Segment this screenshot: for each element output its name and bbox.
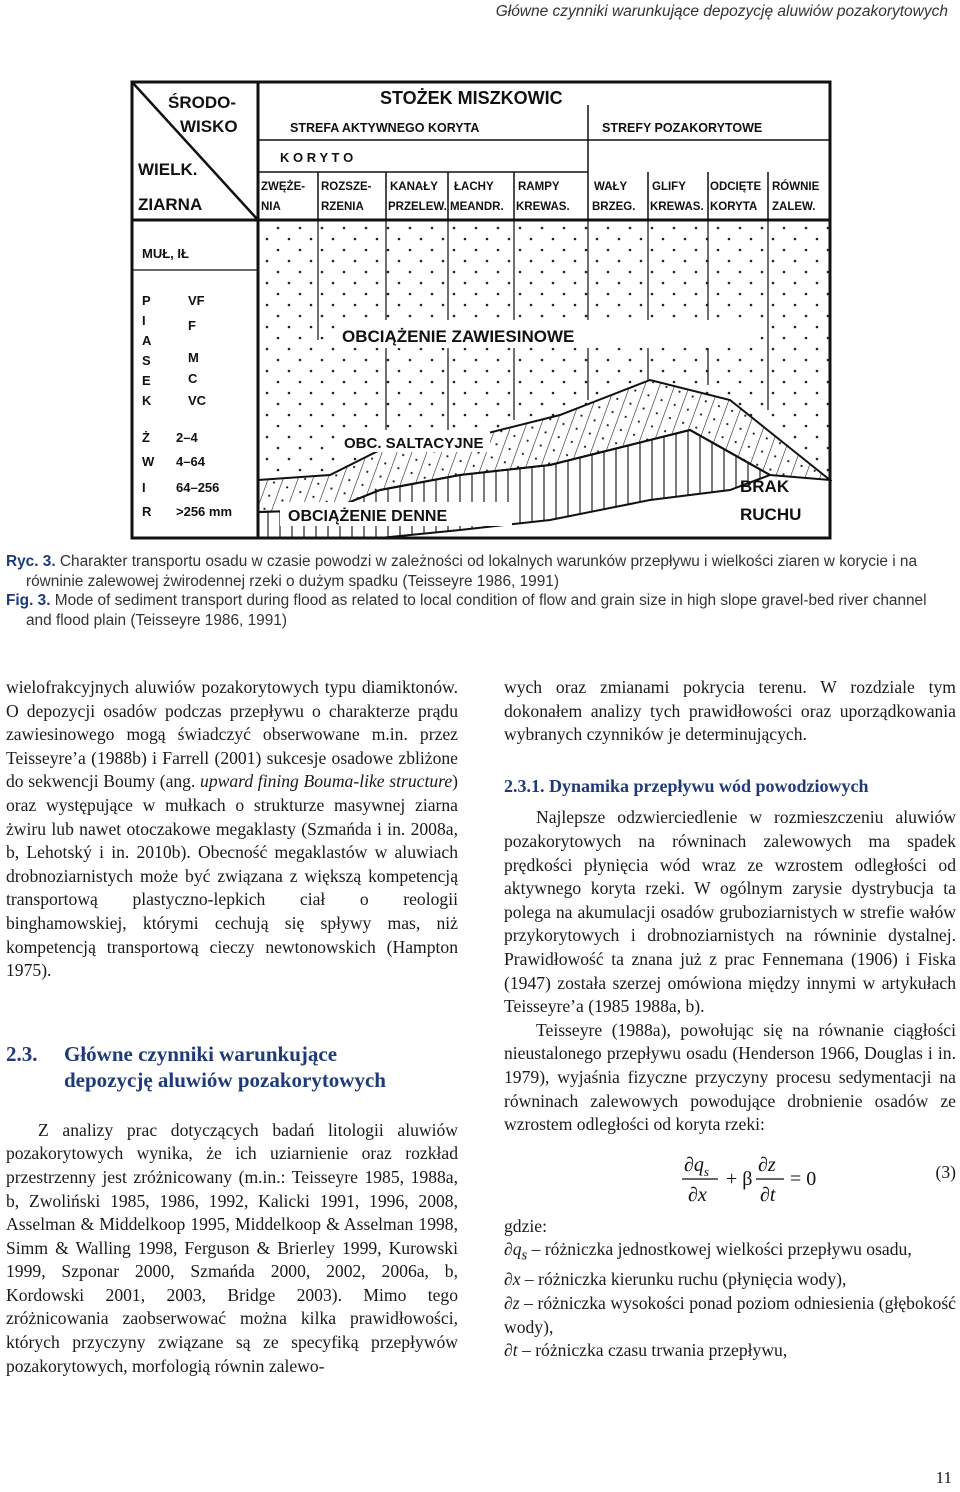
sand-letter-2: A bbox=[142, 333, 152, 348]
definitions-intro: gdzie: bbox=[504, 1215, 547, 1236]
caption-en-label: Fig. 3. bbox=[6, 592, 51, 609]
gravel-class-0: 2–4 bbox=[176, 430, 198, 445]
gravel-letter-3: R bbox=[142, 504, 152, 519]
page-number: 11 bbox=[935, 1468, 952, 1487]
equation-svg bbox=[504, 1147, 956, 1209]
sand-letter-5: K bbox=[142, 393, 152, 408]
col-bot-2: PRZELEW. bbox=[388, 201, 447, 213]
definition-z: ∂z – różniczka wysokości ponad poziom odniesienia (głębokość wody), bbox=[504, 1292, 956, 1337]
sand-letter-3: S bbox=[142, 353, 151, 368]
definition-x: ∂x – różniczka kierunku ruchu (płynięcia wody), bbox=[504, 1269, 847, 1290]
col-top-1: ROZSZE- bbox=[321, 181, 372, 193]
corner-label-environment: ŚRODO- bbox=[168, 93, 236, 112]
col-bot-8: ZALEW. bbox=[772, 201, 816, 213]
gravel-class-2: 64–256 bbox=[176, 480, 220, 495]
left-p1-italic: upward fining Bouma-like structure bbox=[200, 771, 453, 792]
diagram-svg bbox=[130, 80, 832, 540]
equation-number: (3) bbox=[935, 1161, 956, 1182]
eq-dz: ∂z bbox=[758, 1153, 776, 1176]
col-top-7: ODCIĘTE bbox=[710, 181, 762, 193]
col-top-2: KANAŁY bbox=[390, 181, 438, 193]
channel-label: K O R Y T O bbox=[280, 150, 354, 165]
sand-class-2: M bbox=[188, 350, 199, 365]
zone-active-channel: STREFA AKTYWNEGO KORYTA bbox=[290, 121, 480, 135]
sand-class-0: VF bbox=[188, 293, 205, 308]
caption-english bbox=[6, 591, 956, 630]
eq-dt: ∂t bbox=[760, 1183, 776, 1206]
definition-x-text: – różniczka kierunku ruchu (płynięcia wody), bbox=[524, 1269, 847, 1290]
diagram-title: STOŻEK MISZKOWIC bbox=[380, 88, 563, 108]
definition-t: ∂t – różniczka czasu trwania przepływu, bbox=[504, 1340, 788, 1361]
gravel-class-3: >256 mm bbox=[176, 504, 233, 519]
col-top-0: ZWĘŻE- bbox=[261, 181, 306, 193]
col-bot-4: KREWAS. bbox=[516, 201, 570, 213]
gravel-letter-2: I bbox=[142, 480, 146, 495]
label-saltation-load: OBC. SALTACYJNE bbox=[344, 435, 484, 452]
sand-class-4: VC bbox=[188, 393, 207, 408]
section-title bbox=[64, 1041, 458, 1093]
section-heading bbox=[6, 1041, 458, 1093]
caption-polish bbox=[6, 552, 956, 591]
sand-letter-4: E bbox=[142, 373, 151, 388]
running-header: Główne czynniki warunkujące depozycję aluwiów pozakorytowych bbox=[495, 3, 948, 20]
col-bot-5: BRZEG. bbox=[592, 201, 636, 213]
left-column bbox=[6, 676, 458, 1378]
left-paragraph-1 bbox=[6, 676, 458, 983]
gravel-letter-1: W bbox=[142, 454, 155, 469]
right-column bbox=[504, 676, 956, 1363]
label-bed-load: OBCIĄŻENIE DENNE bbox=[288, 508, 448, 525]
col-top-4: RAMPY bbox=[518, 181, 560, 193]
gravel-letter-0: Ż bbox=[142, 430, 150, 445]
eq-dqs: $\partial q_s$ bbox=[684, 1153, 709, 1179]
section-title-line-1: Główne czynniki warunkujące bbox=[64, 1041, 338, 1066]
label-no-motion-2: RUCHU bbox=[740, 505, 802, 524]
col-bot-7: KORYTA bbox=[710, 201, 758, 213]
col-bot-6: KREWAS. bbox=[650, 201, 704, 213]
col-bot-3: MEANDR. bbox=[450, 201, 504, 213]
sand-letter-1: I bbox=[142, 313, 146, 328]
eq-plus-beta: + β bbox=[726, 1167, 753, 1190]
right-paragraph-3: Teisseyre (1988a), powołując się na równanie ciągłości nieustalonego przepływu osadu (Henderson 1966, Douglas i in. 1979), wyjaśnia fizyczne przyczyny procesu sedymentacji na równinach zalewowych powodujące drobnienie osadów ze wzrostem odległości od koryta rzeki: bbox=[504, 1019, 956, 1135]
figure-sediment-transport-diagram bbox=[130, 80, 832, 540]
caption-pl-label: Ryc. 3. bbox=[6, 553, 56, 570]
left-p1-text: wielofrakcyjnych aluwiów pozakorytowych typu diamiktonów. O depozycji osadów podczas przepływu o charakterze prądu zawiesinowego mogą świadczyć obserwowane m.in. przez Teisseyre’a (1988b) i Farrell (2001) sukcesje osadowe zbliżone do sekwencji Boumy (ang. bbox=[6, 677, 458, 792]
section-title-line-2: depozycję aluwiów pozakorytowych bbox=[64, 1067, 386, 1092]
sand-class-3: C bbox=[188, 371, 198, 386]
gravel-class-1: 4–64 bbox=[176, 454, 205, 469]
caption-pl-text: Charakter transportu osadu w czasie powodzi w zależności od lokalnych warunków przepływu i wielkości ziaren w korycie i na równinie zalewowej żwirodennej rzeki o dużym spadku (Teisseyre 1986, 1991) bbox=[26, 553, 918, 590]
label-suspended-load: OBCIĄŻENIE ZAWIESINOWE bbox=[342, 327, 575, 346]
sand-class-1: F bbox=[188, 318, 196, 333]
col-top-5: WAŁY bbox=[594, 181, 628, 193]
definition-t-text: – różniczka czasu trwania przepływu, bbox=[522, 1340, 788, 1361]
eq-dx: ∂x bbox=[688, 1183, 707, 1206]
definition-z-text: – różniczka wysokości ponad poziom odniesienia (głębokość wody), bbox=[504, 1292, 956, 1337]
eq-equals-zero: = 0 bbox=[790, 1167, 817, 1190]
grain-mud-clay: MUŁ, IŁ bbox=[142, 246, 189, 261]
right-paragraph-2: Najlepsze odzwierciedlenie w rozmieszczeniu aluwiów pozakorytowych na równinach zalewowych ma spadek prędkości płynięcia wód wraz ze wzrostem odległości od aktywnego koryta rzeki. W ogólnym zarysie dystrybucja ta polega na akumulacji osadów gruboziarnistych w strefie wałów przykorytowych i drobnoziarnistych na równinie dystalnej. Prawidłowość ta znana już z prac Fennemana (1906) i Fiska (1947) została szerzej omówiona między innymi w artykułach Teisseyre’a (1985 1988a, b). bbox=[504, 807, 956, 1017]
figure-caption bbox=[6, 552, 956, 630]
col-top-3: ŁACHY bbox=[454, 181, 494, 193]
zone-overbank: STREFY POZAKORYTOWE bbox=[602, 121, 763, 135]
label-no-motion-1: BRAK bbox=[740, 477, 790, 496]
col-bot-1: RZENIA bbox=[321, 201, 364, 213]
left-p1-rest: ) oraz występujące w mułkach o strukturze masywnej ziarna żwiru lub nawet otoczakowe megaklasty (Szmańda i in. 2008a, b, Lehotský i in. 2010b). Obecność megaklastów w aluwiach drobnoziarnistych może być związana z większą kompetencją transportową plastyczno-lepkich ciał o reologii binghamowskiej, którymi cechują się spływy mas, niż kompetencją transportową cieczy newtonowskich (Hampton 1975). bbox=[6, 771, 458, 981]
right-paragraph-1: wych oraz zmianami pokrycia terenu. W rozdziale tym dokonałem analizy tych prawidłowości oraz uporządkowania wybranych czynników je determinujących. bbox=[504, 677, 956, 745]
caption-en-text: Mode of sediment transport during flood as related to local condition of flow and grain size in high slope gravel-bed river channel and flood plain (Teisseyre 1986, 1991) bbox=[26, 592, 927, 629]
subsection-heading: 2.3.1. Dynamika przepływu wód powodziowych bbox=[504, 775, 869, 796]
equation-3 bbox=[504, 1147, 956, 1209]
col-bot-0: NIA bbox=[261, 201, 281, 213]
col-top-8: RÓWNIE bbox=[772, 181, 820, 193]
col-top-6: GLIFY bbox=[652, 181, 686, 193]
definition-qs: $\partial q_s$ – różniczka jednostkowej wielkości przepływu osadu, bbox=[504, 1239, 912, 1264]
definitions bbox=[504, 1215, 956, 1363]
definition-qs-text: – różniczka jednostkowej wielkości przepływu osadu, bbox=[531, 1239, 912, 1260]
sand-letter-0: P bbox=[142, 293, 151, 308]
corner-label-grain: WIELK. bbox=[138, 160, 198, 179]
left-paragraph-2: Z analizy prac dotyczących badań litologii aluwiów pozakorytowych wynika, że ich uziarnienie oraz rozkład przestrzenny jest zróżnicowany (m.in.: Teisseyre 1985, 1988a, b, Zwoliński 1985, 1986, 1992, Kalicki 1991, 1996, 2008, Asselman & Middelkoop 1995, Middelkoop & Asselman 1998, Simm & Walling 1998, Ferguson & Brierley 1999, Kurowski 1999, Szponar 2000, Szmańda 2000, 2002, 2006a, b, Kordowski 2001, 2003, Bridge 2003). Mimo tego zróżnicowania zaobserwować można kilka prawidłowości, których przyczyny związane są ze specyfiką przepływów pozakorytowych, morfologią równin zalewo- bbox=[6, 1119, 458, 1376]
corner-label-grain-2: ZIARNA bbox=[138, 195, 203, 214]
section-number: 2.3. bbox=[6, 1041, 38, 1066]
corner-label-environment-2: WISKO bbox=[180, 117, 238, 136]
